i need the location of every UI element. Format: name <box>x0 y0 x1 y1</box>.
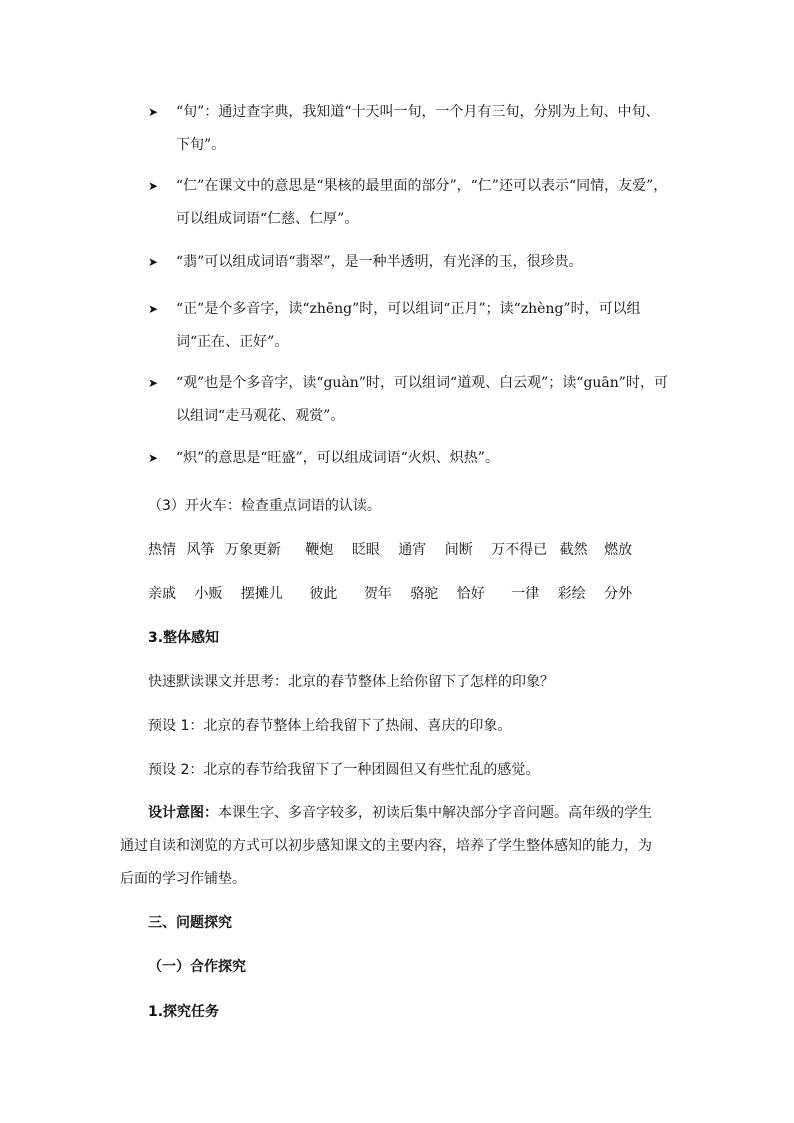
vocab-word: 鞭炮 <box>305 542 334 558</box>
word-row-1 <box>148 539 632 561</box>
bullet-text: “仁”在课文中的意思是“果核的最里面的部分”，“仁”还可以表示“同情，友爱”，可以组成词语“仁慈、仁厚”。 <box>176 178 668 227</box>
preset-2: 预设 2：北京的春节给我留下了一种团圆但又有些忙乱的感觉。 <box>148 762 540 778</box>
vocab-word: 摆摊儿 <box>240 586 283 602</box>
bullet-text: “翡”可以组成词语“翡翠”，是一种半透明，有光泽的玉，很珍贵。 <box>176 254 583 270</box>
vocab-word: 风筝 <box>186 542 215 558</box>
bullet-text: “旬”：通过查字典，我知道“十天叫一旬，一个月有三旬，分别为上旬、中旬、下旬”。 <box>176 104 660 153</box>
arrow-bullet-icon: ➤ <box>148 302 159 316</box>
vocab-word: 小贩 <box>194 586 223 602</box>
design-intent-paragraph <box>120 797 665 896</box>
vocab-word: 分外 <box>604 586 633 602</box>
arrow-bullet-icon: ➤ <box>148 376 159 390</box>
design-intent-label: 设计意图： <box>148 805 218 821</box>
vocab-word: 亲戚 <box>148 586 176 602</box>
vocab-word: 燃放 <box>604 542 633 558</box>
vocab-word: 通宵 <box>398 542 427 558</box>
vocab-word: 万不得已 <box>491 542 548 558</box>
arrow-bullet-icon: ➤ <box>148 255 159 269</box>
vocab-word: 彩绘 <box>557 586 586 602</box>
list-item <box>148 442 668 475</box>
arrow-bullet-icon: ➤ <box>148 105 159 119</box>
arrow-bullet-icon: ➤ <box>148 179 159 193</box>
list-item <box>148 367 668 433</box>
cooperation-heading: （一）合作探究 <box>148 959 246 975</box>
section-heading: 3.整体感知 <box>148 630 220 646</box>
bullet-text: “炽”的意思是“旺盛”，可以组成词语“火炽、炽热”。 <box>176 450 499 466</box>
word-row-2 <box>148 583 632 605</box>
vocab-word: 热情 <box>148 542 176 558</box>
arrow-bullet-icon: ➤ <box>148 451 159 465</box>
train-heading: （3）开火车：检查重点词语的认读。 <box>148 498 381 514</box>
list-item <box>148 96 668 162</box>
task-heading: 1.探究任务 <box>148 1004 220 1020</box>
preset-1: 预设 1：北京的春节整体上给我留下了热闹、喜庆的印象。 <box>148 718 512 734</box>
bullet-text: “正”是个多音字，读“zhēng”时，可以组词“正月”；读“zhèng”时，可以组词“正在、正好”。 <box>176 301 641 350</box>
vocab-word: 贺年 <box>363 586 392 602</box>
bullet-text: “观”也是个多音字，读“guàn”时，可以组词“道观、白云观”；读“guān”时，可以组词“走马观花、观赏”。 <box>176 375 668 424</box>
vocab-word: 眨眼 <box>351 542 380 558</box>
design-intent-text: 本课生字、多音字较多，初读后集中解决部分字音问题。高年级的学生通过自读和浏览的方式可以初步感知课文的主要内容，培养了学生整体感知的能力，为后面的学习作铺垫。 <box>120 805 652 887</box>
list-item <box>148 246 668 279</box>
vocab-word: 骆驼 <box>410 586 439 602</box>
vocab-word: 万象更新 <box>224 542 281 558</box>
vocab-word: 恰好 <box>456 586 485 602</box>
section-three-heading: 三、问题探究 <box>148 915 232 931</box>
vocab-word: 一律 <box>511 586 540 602</box>
vocab-word: 彼此 <box>309 586 338 602</box>
vocab-word: 截然 <box>559 542 588 558</box>
list-item <box>148 170 668 236</box>
vocab-word: 间断 <box>444 542 473 558</box>
question-text: 快速默读课文并思考：北京的春节整体上给你留下了怎样的印象？ <box>148 674 554 690</box>
list-item <box>148 293 668 359</box>
